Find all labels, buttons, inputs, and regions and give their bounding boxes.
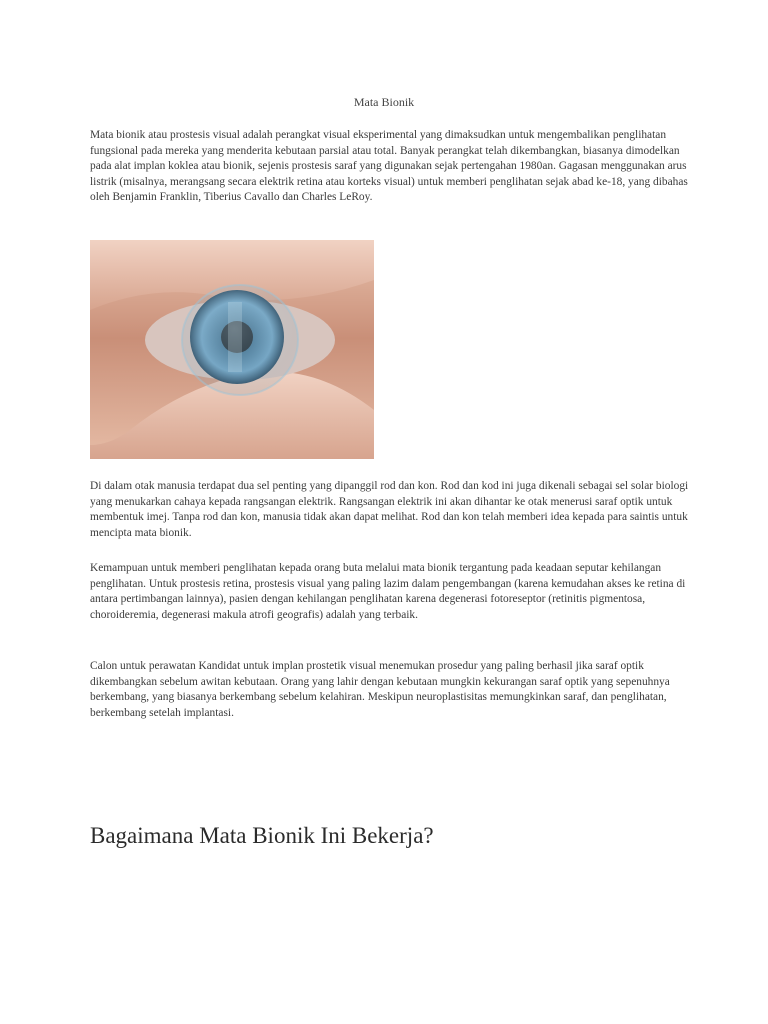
document-title: Mata Bionik: [353, 95, 415, 109]
bionic-eye-photo: [90, 240, 374, 459]
paragraph-ability: Kemampuan untuk memberi penglihatan kepada orang buta melalui mata bionik tergantung pada keadaan seputar kehilangan penglihatan. Untuk prostesis retina, prostesis visual yang paling lazim dalam pengembangan (karena kemudahan akses ke retina di antara pertimbangan lainnya), pasien dengan kehilangan penglihatan karena degenerasi fotoreseptor (retinitis pigmentosa, choroideremia, degenerasi makula atrofi geografis) adalah yang terbaik.: [90, 562, 686, 621]
paragraph-rod-cone: Di dalam otak manusia terdapat dua sel penting yang dipanggil rod dan kon. Rod dan kod ini juga dikenali sebagai sel solar biologi yang menukarkan cahaya kepada rangsangan elektrik. Rangsangan elektrik ini akan dihantar ke otak menerusi saraf optik untuk membentuk imej. Tanpa rod dan kon, manusia tidak akan dapat melihat. Rod dan kon telah memberi idea kepada para saintis untuk mencipta mata bionik.: [90, 480, 689, 539]
paragraph-candidates: Calon untuk perawatan Kandidat untuk implan prostetik visual menemukan prosedur yang paling berhasil jika saraf optik dikembangkan sebelum awitan kebutaan. Orang yang lahir dengan kebutaan mungkin kekurangan saraf optik yang sepenuhnya berkembang, yang biasanya berkembang sebelum kelahiran. Meskipun neuroplastisitas memungkinkan saraf, dan penglihatan, berkembang setelah implantasi.: [90, 660, 670, 719]
paragraph-intro: Mata bionik atau prostesis visual adalah perangkat visual eksperimental yang dimaksudkan untuk mengembalikan penglihatan fungsional pada mereka yang menderita kebutaan parsial atau total. Banyak perangkat telah dikembangkan, biasanya dimodelkan pada alat implan koklea atau bionik, sejenis prostesis saraf yang digunakan sejak pertengahan 1980an. Gagasan menggunakan arus listrik (misalnya, merangsang secara elektrik retina atau korteks visual) untuk memberi penglihatan sejak abad ke-18, yang dibahas oleh Benjamin Franklin, Tiberius Cavallo dan Charles LeRoy.: [90, 129, 688, 204]
section-heading: Bagaimana Mata Bionik Ini Bekerja?: [90, 823, 434, 848]
